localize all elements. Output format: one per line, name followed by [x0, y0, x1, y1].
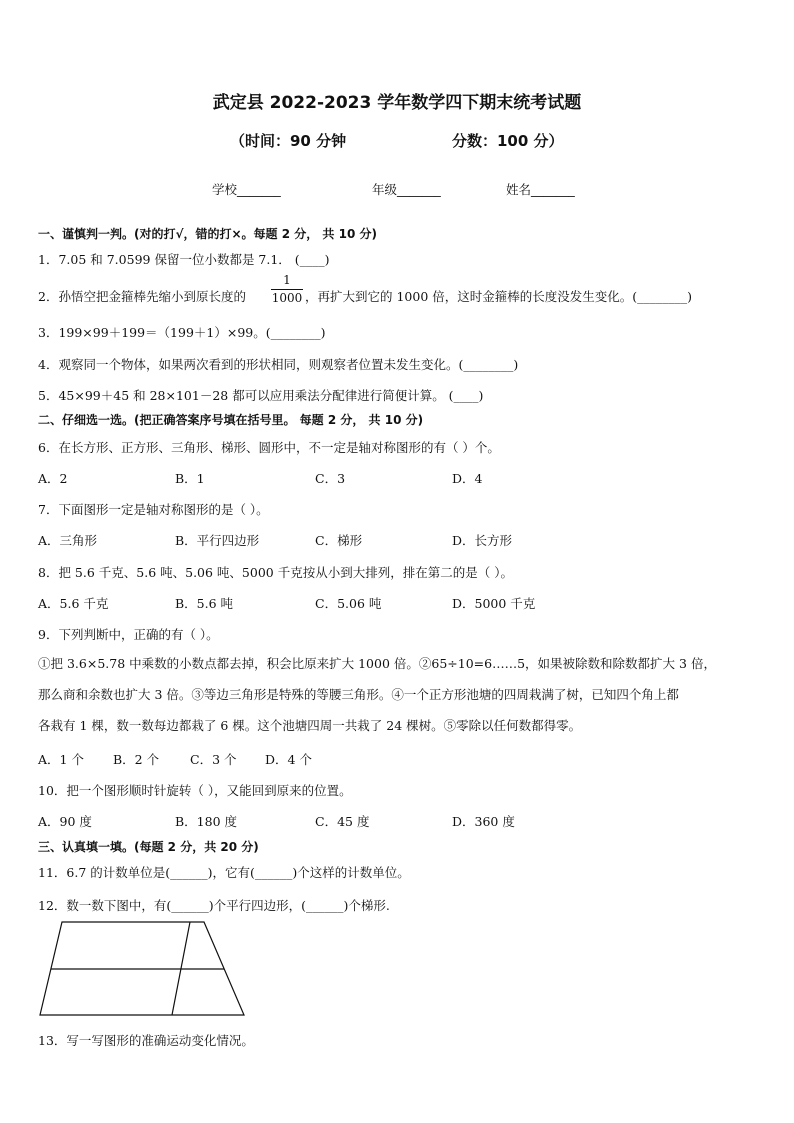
- q9-option-a: A．1 个: [38, 752, 84, 767]
- q10-option-b: B．180 度: [175, 814, 238, 829]
- question-1: 1．7.05 和 7.0599 保留一位小数都是 7.1． (____): [38, 252, 330, 267]
- exam-title: 武定县 2022-2023 学年数学四下期末统考试题: [212, 93, 582, 113]
- section-1-heading: 一、谨慎判一判。(对的打√，错的打×。每题 2 分， 共 10 分): [38, 227, 377, 241]
- question-7: 7．下面图形一定是轴对称图形的是（ ）。: [38, 502, 269, 517]
- q9-option-b: B．2 个: [113, 752, 160, 767]
- question-2-part-1: 2．孙悟空把金箍棒先缩小到原长度的: [38, 289, 246, 304]
- question-6: 6．在长方形、正方形、三角形、梯形、圆形中，不一定是轴对称图形的有（ ）个。: [38, 440, 500, 455]
- question-13: 13．写一写图形的准确运动变化情况。: [38, 1033, 254, 1048]
- school-field: 学校_______: [212, 182, 281, 197]
- q6-option-c: C．3: [315, 471, 346, 486]
- q6-option-a: A．2: [38, 471, 68, 486]
- q10-option-d: D．360 度: [452, 814, 515, 829]
- question-9-statements: [38, 648, 760, 741]
- section-3-heading: 三、认真填一填。(每题 2 分，共 20 分): [38, 840, 259, 854]
- q8-option-b: B．5.6 吨: [175, 596, 234, 611]
- q9-option-d: D．4 个: [265, 752, 312, 767]
- q6-option-d: D．4: [452, 471, 483, 486]
- exam-time: （时间：90 分钟: [230, 132, 347, 150]
- section-2-heading: 二、仔细选一选。(把正确答案序号填在括号里。 每题 2 分， 共 10 分): [38, 413, 424, 427]
- q9-statement-line-2: 那么商和余数也扩大 3 倍。③等边三角形是特殊的等腰三角形。④一个正方形池塘的四周栽满了树，已知四个角上都: [38, 687, 679, 702]
- fraction-bar: [271, 289, 303, 290]
- trapezoid-figure: [38, 918, 248, 1018]
- q7-option-a: A．三角形: [38, 533, 98, 548]
- q9-statement-line-1: ①把 3.6×5.78 中乘数的小数点都去掉，积会比原来扩大 1000 倍。②65÷10=6……5，如果被除数和除数都扩大 3 倍，: [38, 656, 716, 671]
- question-5: 5．45×99＋45 和 28×101－28 都可以应用乘法分配律进行简便计算。 (____): [38, 388, 484, 403]
- question-12: 12．数一数下图中，有(______)个平行四边形，(______)个梯形.: [38, 898, 390, 913]
- grade-field: 年级_______: [372, 182, 441, 197]
- q9-option-c: C．3 个: [190, 752, 237, 767]
- question-9: 9．下列判断中，正确的有（ ）。: [38, 627, 219, 642]
- q8-option-d: D．5000 千克: [452, 596, 536, 611]
- q8-option-c: C．5.06 吨: [315, 596, 382, 611]
- question-11: 11．6.7 的计数单位是(______)，它有(______)个这样的计数单位。: [38, 865, 410, 880]
- q7-option-d: D．长方形: [452, 533, 513, 548]
- q6-option-b: B．1: [175, 471, 205, 486]
- fraction-numerator: 1: [283, 273, 291, 287]
- q7-option-b: B．平行四边形: [175, 533, 260, 548]
- name-field: 姓名_______: [506, 182, 575, 197]
- question-3: 3．199×99＋199＝（199＋1）×99。(________): [38, 325, 326, 340]
- question-10: 10．把一个图形顺时针旋转（ ），又能回到原来的位置。: [38, 783, 352, 798]
- exam-score: 分数：100 分）: [452, 132, 564, 150]
- question-2-part-2: ，再扩大到它的 1000 倍，这时金箍棒的长度没发生变化。(________): [305, 289, 693, 304]
- q10-option-a: A．90 度: [38, 814, 92, 829]
- q10-option-c: C．45 度: [315, 814, 370, 829]
- fraction: [271, 273, 303, 306]
- fraction-denominator: 1000: [271, 291, 303, 305]
- q9-statement-line-3: 各栽有 1 棵，数一数每边都栽了 6 棵。这个池塘四周一共栽了 24 棵树。⑤零除以任何数都得零。: [38, 718, 582, 733]
- question-4: 4．观察同一个物体，如果两次看到的形状相同，则观察者位置未发生变化。(________): [38, 357, 519, 372]
- q8-option-a: A．5.6 千克: [38, 596, 109, 611]
- question-8: 8．把 5.6 千克、5.6 吨、5.06 吨、5000 千克按从小到大排列，排在第二的是（ ）。: [38, 565, 513, 580]
- q7-option-c: C．梯形: [315, 533, 363, 548]
